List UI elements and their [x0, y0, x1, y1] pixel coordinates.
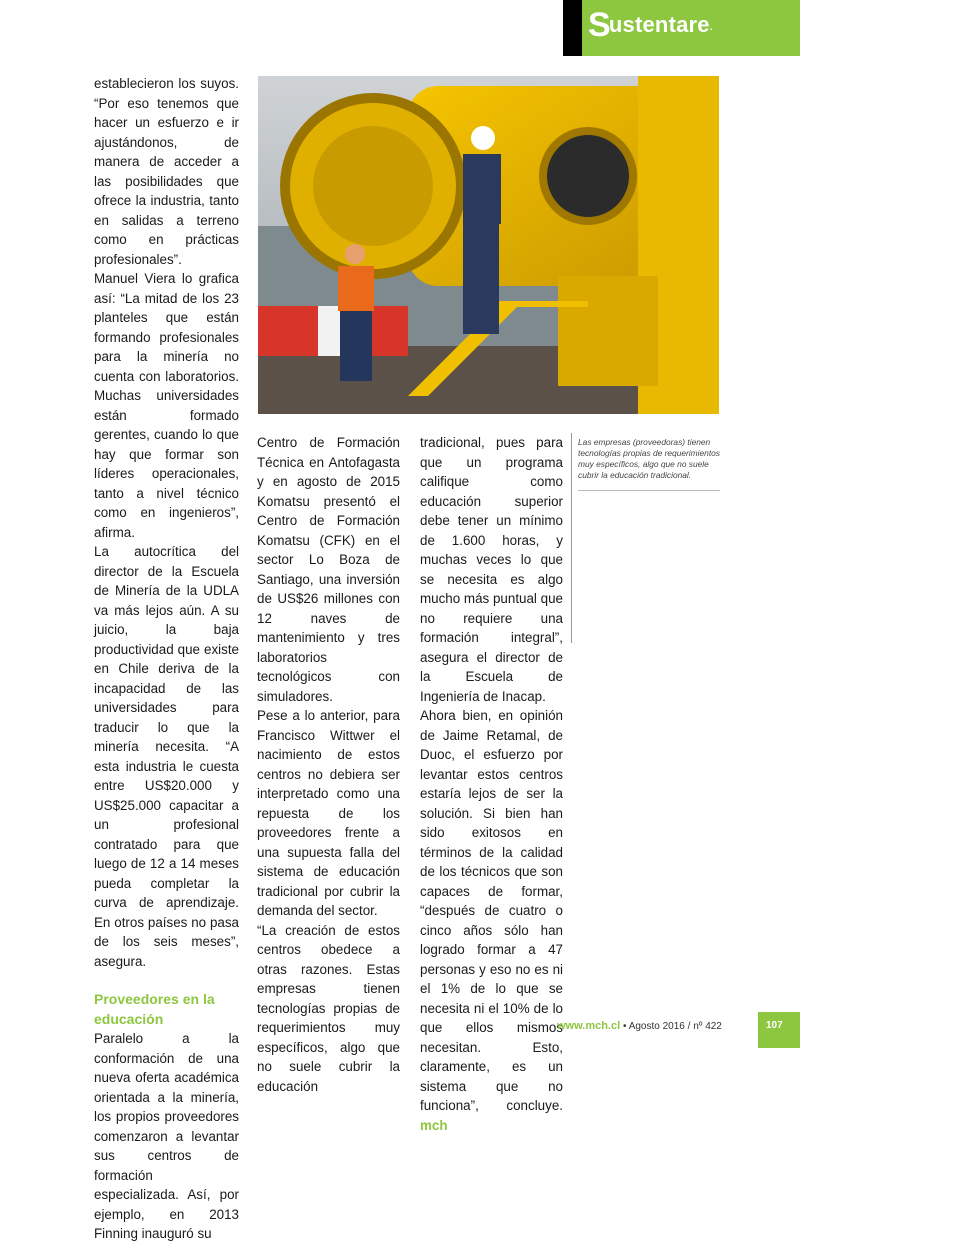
paragraph: “La creación de estos centros obedece a otras razones. Estas empresas tienen tecnologías propias de requerimientos muy específicos, algo que no suele cubrir la educación: [257, 922, 400, 1094]
section-subheading: Proveedores en la educación: [94, 991, 215, 1027]
paragraph: Centro de Formación Técnica en Antofagasta y en agosto de 2015 Komatsu presentó el Centro de Formación Komatsu (CFK) en el sector Lo Boza de Santiago, una inversión de US$26 millones con 12 naves de mantenimiento y tres laboratorios tecnológicos con simuladores.: [257, 435, 400, 704]
footer-url[interactable]: www.mch.cl: [557, 1020, 621, 1032]
paragraph: establecieron los suyos. “Por eso tenemos que hacer un esfuerzo e ir ajustándonos, de manera de acceder a las posibilidades que ofrece la industria, tanto en salidas a terreno como en prácticas profesionales”.: [94, 76, 239, 267]
photo-caption: Las empresas (proveedoras) tienen tecnologías propias de requerimientos muy específicos, algo que no suele cubrir la educación tradicional.: [578, 437, 720, 480]
sustentare-logo: Sustentare.: [588, 6, 713, 44]
page-number: 107: [766, 1020, 783, 1031]
article-photo: [258, 76, 965, 414]
mch-end-mark: mch: [420, 1117, 448, 1133]
footer-issue: Agosto 2016 / nº 422: [628, 1021, 722, 1032]
article-column-2: [257, 433, 400, 1096]
mining-machinery-illustration: [258, 76, 719, 414]
caption-divider: [571, 433, 572, 643]
article-column-3: [420, 433, 563, 1135]
paragraph: Paralelo a la conformación de una nueva oferta académica orientada a la minería, los propios proveedores comenzaron a levantar sus centros de formación especializada. Así, por ejemplo, en 2013 Finning inauguró su: [94, 1031, 239, 1241]
paragraph: Manuel Viera lo grafica así: “La mitad de los 23 planteles que están formando profesionales para la minería no cuenta con laboratorios. Muchas universidades están formado gerentes, cuando lo que hay que formar son líderes operacionales, tanto a nivel técnico como en ingenieros”, afirma.: [94, 271, 239, 540]
caption-rule: [578, 490, 720, 491]
article-column-1: [94, 74, 239, 1244]
paragraph: tradicional, pues para que un programa califique como educación superior debe tener un mínimo de 1.600 horas, y muchas veces lo que se necesita es algo mucho más puntual que no requiere una formación integral”, asegura el director de la Escuela de Ingeniería de Inacap.: [420, 435, 563, 704]
footer-bullet: •: [622, 1021, 627, 1032]
footer: [557, 1020, 722, 1032]
paragraph: Ahora bien, en opinión de Jaime Retamal, de Duoc, el esfuerzo por levantar estos centros estaría lejos de ser la solución. Si bien han sido exitosos en términos de la calidad de los técnicos que son capaces de formar, “después de cuatro o cinco años sólo han logrado formar a 47 personas y eso no es ni el 1% de lo que se necesita ni el 10% de lo que ellos mismos necesitan. Esto, claramente, es un sistema que no funciona”, concluye. mch: [420, 708, 563, 1133]
paragraph: La autocrítica del director de la Escuela de Minería de la UDLA va más lejos aún. A su juicio, la baja productividad que existe en Chile deriva de la incapacidad de las universidades para traducir lo que la minería necesita. “A esta industria le cuesta entre US$20.000 y US$25.000 capacitar a un profesional contratado para que luego de 12 a 14 meses pueda completar la curva de aprendizaje. En otros países no pasa de los seis meses”, asegura.: [94, 544, 239, 969]
paragraph: Pese a lo anterior, para Francisco Wittwer el nacimiento de estos centros no debiera ser interpretado como una repuesta de los proveedores frente a una supuesta falla del sistema de educación tradicional por cubrir la demanda del sector.: [257, 708, 400, 918]
photo-credit: Fotografía: Juan Carlos Recabal – MINERÍA CHILENA: [958, 138, 965, 316]
